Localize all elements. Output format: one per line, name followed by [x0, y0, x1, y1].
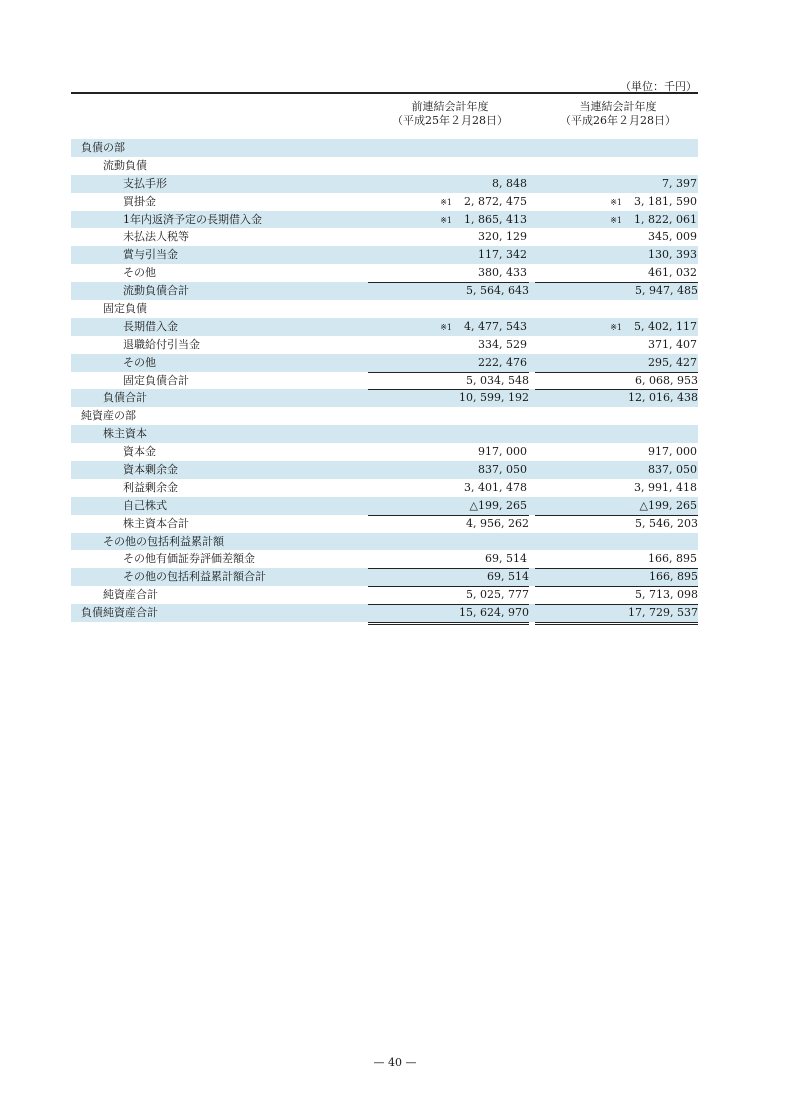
- value-prev: [368, 515, 529, 533]
- table-row: [71, 586, 698, 604]
- value-prev: [368, 318, 527, 337]
- table-row: [71, 139, 698, 157]
- amount: 5, 564, 643: [466, 284, 529, 298]
- value-prev: [368, 497, 527, 515]
- value-curr: [535, 497, 697, 515]
- amount: 5, 402, 117: [634, 319, 697, 333]
- value-prev: [368, 479, 527, 497]
- amount: 837, 050: [648, 463, 697, 477]
- amount: 7, 397: [662, 176, 697, 190]
- row-label: 1年内返済予定の長期借入金: [123, 212, 262, 226]
- amount: 3, 991, 418: [634, 480, 697, 494]
- value-curr: [535, 228, 697, 246]
- amount: △199, 265: [639, 498, 697, 512]
- value-prev: [368, 228, 527, 246]
- table-row: [71, 211, 698, 229]
- amount: 69, 514: [485, 552, 527, 566]
- table-row: [71, 497, 698, 515]
- value-curr: [535, 354, 697, 372]
- amount: 334, 529: [478, 337, 527, 351]
- amount: 8, 848: [492, 176, 527, 190]
- value-prev: [368, 586, 529, 604]
- value-curr: [535, 515, 698, 533]
- row-label: 株主資本: [103, 427, 147, 441]
- row-label: 退職給付引当金: [123, 337, 200, 351]
- amount: 1, 865, 413: [464, 212, 527, 226]
- column-header: [71, 94, 698, 139]
- amount: △199, 265: [469, 498, 527, 512]
- amount: 12, 016, 438: [628, 391, 698, 405]
- amount: 166, 895: [649, 570, 698, 584]
- row-label: 純資産合計: [103, 588, 158, 602]
- table-row: [71, 604, 698, 622]
- row-label: その他の包括利益累計額合計: [123, 570, 266, 584]
- value-curr: [535, 604, 698, 625]
- value-curr: [535, 479, 697, 497]
- value-curr: [535, 568, 698, 586]
- table-row: [71, 425, 698, 443]
- row-label: 資本金: [123, 445, 156, 459]
- table-row: [71, 318, 698, 336]
- row-label: 流動負債: [103, 158, 147, 172]
- value-prev: [368, 193, 527, 212]
- note-mark: ※1: [440, 197, 453, 207]
- amount: 380, 433: [478, 266, 527, 280]
- value-curr: [535, 550, 697, 568]
- table-row: [71, 372, 698, 390]
- value-curr: [535, 318, 697, 337]
- value-prev: [368, 175, 527, 193]
- value-curr: [535, 336, 697, 354]
- value-curr: [535, 461, 697, 479]
- row-label: その他: [123, 355, 156, 369]
- note-mark: ※1: [440, 322, 453, 332]
- amount: 5, 546, 203: [635, 516, 698, 530]
- table-row: [71, 443, 698, 461]
- table-row: [71, 354, 698, 372]
- column-curr-date: （平成26年２月28日）: [560, 114, 676, 127]
- table-row: [71, 300, 698, 318]
- row-label: 固定負債合計: [123, 373, 189, 387]
- row-label: その他の包括利益累計額: [103, 534, 224, 548]
- value-curr: [535, 264, 697, 282]
- value-curr: [535, 282, 698, 300]
- value-prev: [368, 354, 527, 372]
- table-row: [71, 193, 698, 211]
- column-prev-title: 前連結会計年度: [411, 100, 489, 113]
- note-mark: ※1: [610, 215, 623, 225]
- value-prev: [368, 604, 529, 625]
- row-label: 長期借入金: [123, 319, 178, 333]
- amount: 15, 624, 970: [459, 606, 529, 620]
- amount: 17, 729, 537: [628, 606, 698, 620]
- amount: 5, 025, 777: [466, 588, 529, 602]
- value-prev: [368, 389, 529, 407]
- amount: 5, 034, 548: [466, 373, 529, 387]
- row-label: 株主資本合計: [123, 516, 189, 530]
- table-row: [71, 568, 698, 586]
- amount: 320, 129: [478, 230, 527, 244]
- table-row: [71, 282, 698, 300]
- unit-label: （単位：千円）: [620, 80, 697, 93]
- value-prev: [368, 336, 527, 354]
- row-label: その他: [123, 266, 156, 280]
- table-row: [71, 228, 698, 246]
- amount: 130, 393: [648, 248, 697, 262]
- value-curr: [535, 586, 698, 604]
- table-body: [71, 139, 698, 622]
- amount: 371, 407: [648, 337, 697, 351]
- table-row: [71, 515, 698, 533]
- row-label: 負債合計: [103, 391, 147, 405]
- amount: 3, 181, 590: [634, 194, 697, 208]
- amount: 4, 477, 543: [464, 319, 527, 333]
- value-prev: [368, 461, 527, 479]
- column-prev-date: （平成25年２月28日）: [392, 114, 508, 127]
- row-label: 利益剰余金: [123, 480, 178, 494]
- amount: 10, 599, 192: [459, 391, 529, 405]
- amount: 837, 050: [478, 463, 527, 477]
- amount: 222, 476: [478, 355, 527, 369]
- value-curr: [535, 193, 697, 212]
- row-label: 未払法人税等: [123, 230, 189, 244]
- note-mark: ※1: [610, 322, 623, 332]
- table-row: [71, 246, 698, 264]
- table-row: [71, 533, 698, 551]
- value-prev: [368, 443, 527, 461]
- amount: 4, 956, 262: [466, 516, 529, 530]
- table-row: [71, 157, 698, 175]
- amount: 461, 032: [648, 266, 697, 280]
- amount: 345, 009: [648, 230, 697, 244]
- value-curr: [535, 389, 698, 407]
- value-prev: [368, 282, 529, 300]
- row-label: その他有価証券評価差額金: [123, 552, 255, 566]
- column-curr-title: 当連結会計年度: [579, 100, 657, 113]
- amount: 5, 947, 485: [635, 284, 698, 298]
- table-row: [71, 479, 698, 497]
- value-prev: [368, 211, 527, 230]
- row-label: 負債純資産合計: [81, 606, 158, 620]
- value-curr: [535, 443, 697, 461]
- value-curr: [535, 372, 698, 390]
- row-label: 賞与引当金: [123, 248, 178, 262]
- amount: 3, 401, 478: [464, 480, 527, 494]
- value-curr: [535, 211, 697, 230]
- value-prev: [368, 264, 527, 282]
- table-row: [71, 550, 698, 568]
- amount: 1, 822, 061: [634, 212, 697, 226]
- row-label: 支払手形: [123, 176, 167, 190]
- amount: 295, 427: [648, 355, 697, 369]
- amount: 117, 342: [478, 248, 527, 262]
- row-label: 流動負債合計: [123, 284, 189, 298]
- balance-sheet-table: [71, 92, 698, 622]
- value-curr: [535, 175, 697, 193]
- amount: 69, 514: [487, 570, 529, 584]
- row-label: 買掛金: [123, 194, 156, 208]
- row-label: 資本剰余金: [123, 463, 178, 477]
- table-row: [71, 389, 698, 407]
- table-row: [71, 407, 698, 425]
- table-row: [71, 264, 698, 282]
- table-row: [71, 461, 698, 479]
- amount: 917, 000: [478, 445, 527, 459]
- row-label: 固定負債: [103, 302, 147, 316]
- table-row: [71, 175, 698, 193]
- column-header-prev: [371, 100, 529, 128]
- amount: 5, 713, 098: [635, 588, 698, 602]
- row-label: 純資産の部: [81, 409, 136, 423]
- value-prev: [368, 568, 529, 586]
- amount: 166, 895: [648, 552, 697, 566]
- note-mark: ※1: [610, 197, 623, 207]
- value-prev: [368, 550, 527, 568]
- value-curr: [535, 246, 697, 264]
- column-header-curr: [538, 100, 698, 128]
- value-prev: [368, 372, 529, 390]
- value-prev: [368, 246, 527, 264]
- row-label: 負債の部: [81, 141, 125, 154]
- page-number: — 40 —: [373, 1056, 417, 1069]
- table-row: [71, 336, 698, 354]
- row-label: 自己株式: [123, 498, 167, 512]
- amount: 2, 872, 475: [464, 194, 527, 208]
- note-mark: ※1: [440, 215, 453, 225]
- amount: 917, 000: [648, 445, 697, 459]
- amount: 6, 068, 953: [635, 373, 698, 387]
